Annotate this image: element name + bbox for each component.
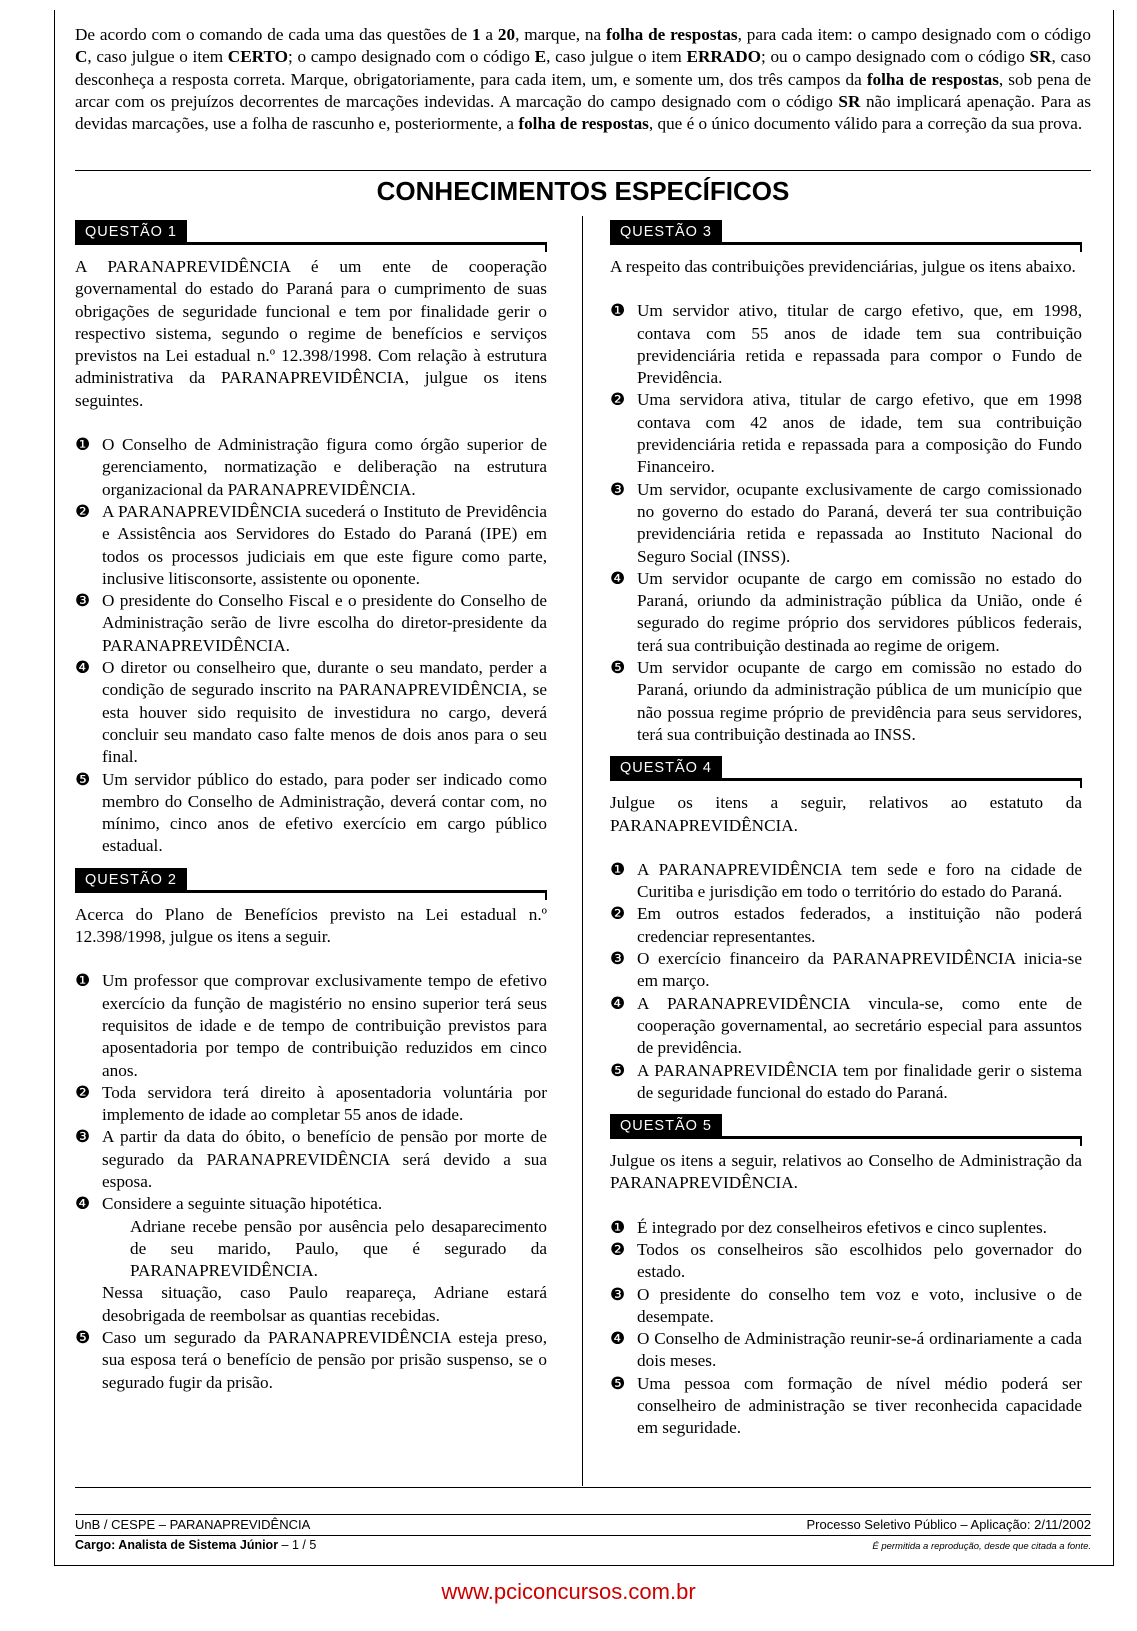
item-number-2: ❷ <box>610 904 626 925</box>
item-number-1: ❶ <box>610 301 626 322</box>
footer-note: É permitida a reprodução, desde que citada a fonte. <box>872 1541 1091 1552</box>
item-text: Uma pessoa com formação de nível médio poderá ser conselheiro de administração se tiver reconhecida capacidade em seguridade. <box>637 1373 1082 1438</box>
header-rule <box>610 242 1082 245</box>
header-tick <box>1080 1136 1082 1146</box>
list-item <box>610 479 1082 568</box>
list-item <box>75 1126 547 1193</box>
list-item <box>75 501 547 590</box>
item-number-1: ❶ <box>75 971 91 992</box>
list-item <box>75 1193 547 1327</box>
question-1-header <box>75 220 547 244</box>
item-text: Um servidor público do estado, para poder ser indicado como membro do Conselho de Administração, deverá contar com, no mínimo, cinco anos de efetivo exercício em cargo público estadual. <box>102 769 547 856</box>
list-item <box>75 1082 547 1127</box>
item-text: O Conselho de Administração reunir-se-á ordinariamente a cada dois meses. <box>637 1329 1082 1371</box>
list-item <box>610 859 1082 904</box>
footer-line-1 <box>75 1514 1091 1532</box>
list-item <box>610 993 1082 1060</box>
item-text: A PARANAPREVIDÊNCIA sucederá o Instituto de Previdência e Assistência aos Servidores do Estado do Paraná (IPE) em todos os processos judiciais em que este figure como parte, inclusive litisconsorte, assistente ou oponente. <box>102 501 547 588</box>
item-number-4: ❹ <box>75 658 91 679</box>
item-text: O Conselho de Administração figura como órgão superior de gerenciamento, normatização e deliberação na estrutura organizacional da PARANAPREVIDÊNCIA. <box>102 435 547 499</box>
item-text: Em outros estados federados, a instituição não poderá credenciar representantes. <box>637 904 1082 946</box>
question-2-header <box>75 868 547 892</box>
question-3-header <box>610 220 1082 244</box>
footer-cargo-title: Cargo: Analista de Sistema Júnior <box>75 1538 279 1552</box>
question-5-stem: Julgue os itens a seguir, relativos ao Conselho de Administração da PARANAPREVIDÊNCIA. <box>610 1151 1082 1193</box>
item-number-2: ❷ <box>610 390 626 411</box>
list-item <box>610 1284 1082 1329</box>
item-text: O presidente do conselho tem voz e voto, inclusive o de desempate. <box>637 1284 1082 1326</box>
list-item <box>610 1373 1082 1440</box>
list-item <box>610 568 1082 657</box>
question-5-items <box>610 1217 1082 1440</box>
item-text: Um servidor ativo, titular de cargo efetivo, que, em 1998, contava com 55 anos de idade tem sua contribuição previdenciária retida e repassada para compor o Fundo de Previdência. <box>637 301 1082 388</box>
item-number-2: ❷ <box>610 1239 626 1260</box>
header-tick <box>1080 242 1082 252</box>
question-1-label: QUESTÃO 1 <box>75 220 187 244</box>
item-number-1: ❶ <box>75 435 91 456</box>
item-text: Considere a seguinte situação hipotética. <box>102 1194 383 1214</box>
item-number-3: ❸ <box>610 479 626 500</box>
question-3-stem: A respeito das contribuições previdenciárias, julgue os itens abaixo. <box>610 257 1076 276</box>
section-title: CONHECIMENTOS ESPECÍFICOS <box>376 176 790 206</box>
item-text: Um servidor ocupante de cargo em comissão no estado do Paraná, oriundo da administração pública de um município que não possua regime próprio de previdência para seus servidores, terá sua contribuição destinada ao INSS. <box>637 658 1082 744</box>
item-number-4: ❹ <box>610 993 626 1014</box>
item-number-4: ❹ <box>610 1329 626 1350</box>
item-text: A PARANAPREVIDÊNCIA tem sede e foro na cidade de Curitiba e jurisdição em todo o território do estado do Paraná. <box>637 859 1082 902</box>
question-2-items <box>75 970 547 1394</box>
list-item <box>610 1328 1082 1373</box>
question-4-stem: Julgue os itens a seguir, relativos ao estatuto da PARANAPREVIDÊNCIA. <box>610 793 1082 835</box>
item-text: Caso um segurado da PARANAPREVIDÊNCIA esteja preso, sua esposa terá o benefício de pensão por prisão suspenso, se o segurado fugir da prisão. <box>102 1328 547 1392</box>
header-tick <box>545 890 547 900</box>
question-3-items <box>610 300 1082 746</box>
list-item <box>610 657 1082 746</box>
question-5-header <box>610 1114 1082 1138</box>
item-text: Toda servidora terá direito à aposentadoria voluntária por implemento de idade ao completar 55 anos de idade. <box>102 1082 547 1125</box>
instructions-paragraph: De acordo com o comando de cada uma das questões de 1 a 20, marque, na folha de respostas, para cada item: o campo designado com o código C, caso julgue o item CERTO; o campo designado com o código E, caso julgue o item ERRADO; ou o campo designado com o código SR, caso desconheça a resposta correta. Marque, obrigatoriamente, para cada item, um, e somente um, dos três campos da folha de respostas, sob pena de arcar com os prejuízos decorrentes de marcações indevidas. A marcação do campo designado com o código SR não implicará apenação. Para as devidas marcações, use a folha de rascunho e, posteriormente, a folha de respostas, que é o único documento válido para a correção da sua prova. <box>75 25 1092 134</box>
item-text: O presidente do Conselho Fiscal e o presidente do Conselho de Administração serão de livre escolha do diretor-presidente da PARANAPREVIDÊNCIA. <box>102 591 547 655</box>
hypothetical-situation: Adriane recebe pensão por ausência pelo desaparecimento de seu marido, Paulo, que é segurado da PARANAPREVIDÊNCIA. <box>130 1216 547 1281</box>
item-number-5: ❺ <box>610 1373 626 1394</box>
item-number-5: ❺ <box>610 1060 626 1081</box>
item-number-5: ❺ <box>75 1328 91 1349</box>
question-1-items <box>75 434 547 858</box>
header-rule <box>75 890 547 893</box>
item-number-3: ❸ <box>610 949 626 970</box>
item-number-1: ❶ <box>610 859 626 880</box>
list-item <box>610 903 1082 948</box>
question-3-label: QUESTÃO 3 <box>610 220 722 244</box>
list-item <box>610 389 1082 478</box>
item-text: Uma servidora ativa, titular de cargo efetivo, que em 1998 contava com 42 anos de idade, tem sua contribuição previdenciária retida e repassada para a composição do Fundo Financeiro. <box>637 390 1082 477</box>
item-number-3: ❸ <box>75 1127 91 1148</box>
divider-top <box>75 170 1091 171</box>
item-number-1: ❶ <box>610 1217 626 1238</box>
question-4-items <box>610 859 1082 1104</box>
item-number-2: ❷ <box>75 1082 91 1103</box>
header-rule <box>610 778 1082 781</box>
item-text: Um professor que comprovar exclusivamente tempo de efetivo exercício da função de magistério no ensino superior terá seus requisitos de idade e de tempo de contribuição previstos para aposentadoria por tempo de contribuição reduzidos em cinco anos. <box>102 971 547 1080</box>
left-column <box>75 220 547 1404</box>
list-item <box>610 948 1082 993</box>
list-item <box>75 590 547 657</box>
item-number-4: ❹ <box>75 1194 91 1215</box>
item-number-4: ❹ <box>610 568 626 589</box>
footer-process: Processo Seletivo Público – Aplicação: 2/11/2002 <box>806 1517 1091 1532</box>
column-divider <box>582 216 583 1486</box>
item-text: Todos os conselheiros são escolhidos pelo governador do estado. <box>637 1239 1082 1282</box>
list-item <box>75 1327 547 1394</box>
exam-page <box>54 10 1114 1566</box>
header-rule <box>75 242 547 245</box>
footer-cargo <box>75 1538 316 1552</box>
list-item <box>75 769 547 858</box>
question-1-stem: A PARANAPREVIDÊNCIA é um ente de cooperação governamental do estado do Paraná para o cumprimento de suas obrigações de seguridade funcional e tem por finalidade gerir o respectivo sistema, segundo o regime de benefícios e serviços previstos na Lei estadual n.º 12.398/1998. Com relação à estrutura administrativa da PARANAPREVIDÊNCIA, julgue os itens seguintes. <box>75 257 547 410</box>
footer-page-number: – 1 / 5 <box>278 1538 317 1552</box>
item-text: O diretor ou conselheiro que, durante o seu mandato, perder a condição de segurado inscrito na PARANAPREVIDÊNCIA, se esta houver sido requisito de investidura no cargo, deverá concluir seu mandato caso falte menos de dois anos para o seu final. <box>102 658 547 767</box>
item-number-5: ❺ <box>75 769 91 790</box>
item-number-2: ❷ <box>75 501 91 522</box>
situation-conclusion: Nessa situação, caso Paulo reapareça, Adriane estará desobrigada de reembolsar as quantias recebidas. <box>102 1283 547 1325</box>
question-2-label: QUESTÃO 2 <box>75 868 187 892</box>
list-item <box>75 434 547 501</box>
list-item <box>610 300 1082 389</box>
item-text: A PARANAPREVIDÊNCIA tem por finalidade gerir o sistema de seguridade funcional do estado do Paraná. <box>637 1060 1082 1102</box>
list-item <box>75 657 547 768</box>
header-tick <box>1080 778 1082 788</box>
item-text: É integrado por dez conselheiros efetivos e cinco suplentes. <box>637 1217 1047 1237</box>
item-number-3: ❸ <box>75 591 91 612</box>
item-text: Um servidor ocupante de cargo em comissão no estado do Paraná, oriundo da administração pública da União, onde é segurado do regime próprio dos servidores públicos federais, terá sua contribuição destinada ao regime de origem. <box>637 568 1082 655</box>
item-text: Um servidor, ocupante exclusivamente de cargo comissionado no governo do estado do Paraná, deverá ter sua contribuição previdenciária retida e repassada ao Instituto Nacional do Seguro Social (INSS). <box>637 479 1082 566</box>
list-item <box>610 1217 1082 1239</box>
header-tick <box>545 242 547 252</box>
question-4-label: QUESTÃO 4 <box>610 756 722 780</box>
website-link[interactable]: www.pciconcursos.com.br <box>441 1579 696 1604</box>
list-item <box>75 970 547 1081</box>
item-text: A PARANAPREVIDÊNCIA vincula-se, como ente de cooperação governamental, ao secretário especial para assuntos de previdência. <box>637 993 1082 1058</box>
header-rule <box>610 1136 1082 1139</box>
question-4-header <box>610 756 1082 780</box>
divider-bottom <box>75 1487 1091 1488</box>
list-item <box>610 1060 1082 1105</box>
footer-line-2 <box>75 1535 1091 1552</box>
list-item <box>610 1239 1082 1284</box>
question-5-label: QUESTÃO 5 <box>610 1114 722 1138</box>
item-text: A partir da data do óbito, o benefício de pensão por morte de segurado da PARANAPREVIDÊNCIA será devido a sua esposa. <box>102 1127 547 1191</box>
question-2-stem: Acerca do Plano de Benefícios previsto na Lei estadual n.º 12.398/1998, julgue os itens a seguir. <box>75 904 547 947</box>
item-number-3: ❸ <box>610 1284 626 1305</box>
footer-organization: UnB / CESPE – PARANAPREVIDÊNCIA <box>75 1517 311 1532</box>
item-number-5: ❺ <box>610 658 626 679</box>
item-text: O exercício financeiro da PARANAPREVIDÊNCIA inicia-se em março. <box>637 949 1082 991</box>
right-column <box>610 220 1082 1450</box>
